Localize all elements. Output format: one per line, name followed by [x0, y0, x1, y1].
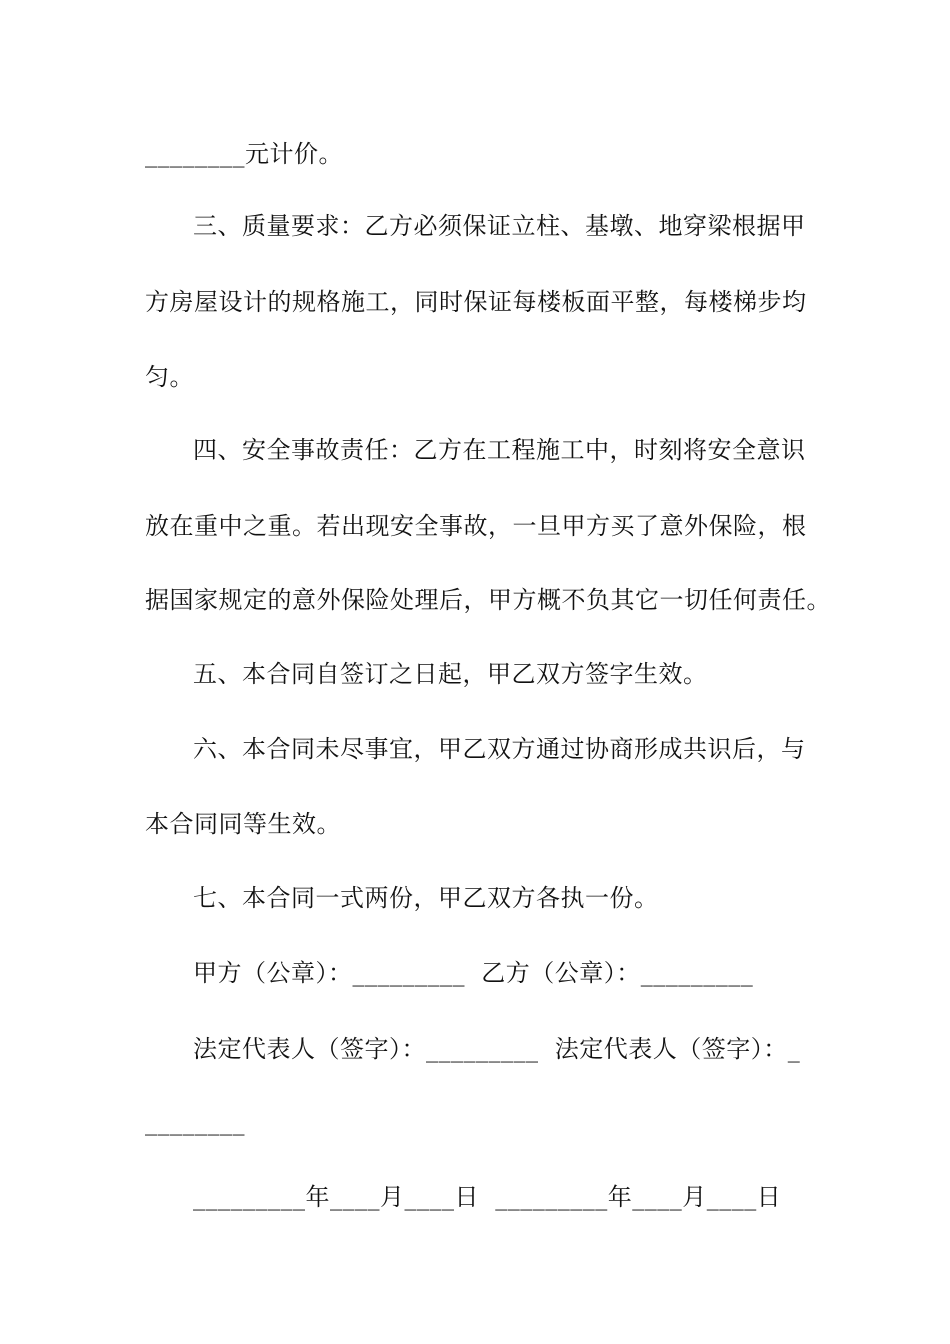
clause-3-line-2: 方房屋设计的规格施工，同时保证每楼板面平整，每楼梯步均 [145, 288, 807, 316]
seal-line: 甲方（公章）：_________ 乙方（公章）：_________ [193, 959, 754, 987]
clause-3-line-3: 匀。 [145, 363, 194, 391]
signature-line: 法定代表人（签字）：_________ 法定代表人（签字）：_ [193, 1035, 801, 1063]
price-unit-line: ________元计价。 [145, 140, 343, 168]
clause-4-line-3: 据国家规定的意外保险处理后，甲方概不负其它一切任何责任。 [145, 586, 831, 614]
date-line: _________年____月____日 _________年____月____日 [193, 1183, 782, 1211]
clause-5-line: 五、本合同自签订之日起，甲乙双方签字生效。 [193, 660, 708, 688]
signature-line-continued: ________ [145, 1108, 245, 1136]
clause-7-line: 七、本合同一式两份，甲乙双方各执一份。 [193, 884, 659, 912]
clause-6-line-2: 本合同同等生效。 [145, 810, 341, 838]
clause-3-line-1: 三、质量要求：乙方必须保证立柱、基墩、地穿梁根据甲 [193, 212, 806, 240]
clause-4-line-2: 放在重中之重。若出现安全事故，一旦甲方买了意外保险，根 [145, 512, 807, 540]
clause-4-line-1: 四、安全事故责任：乙方在工程施工中，时刻将安全意识 [193, 436, 806, 464]
clause-6-line-1: 六、本合同未尽事宜，甲乙双方通过协商形成共识后，与 [193, 735, 806, 763]
